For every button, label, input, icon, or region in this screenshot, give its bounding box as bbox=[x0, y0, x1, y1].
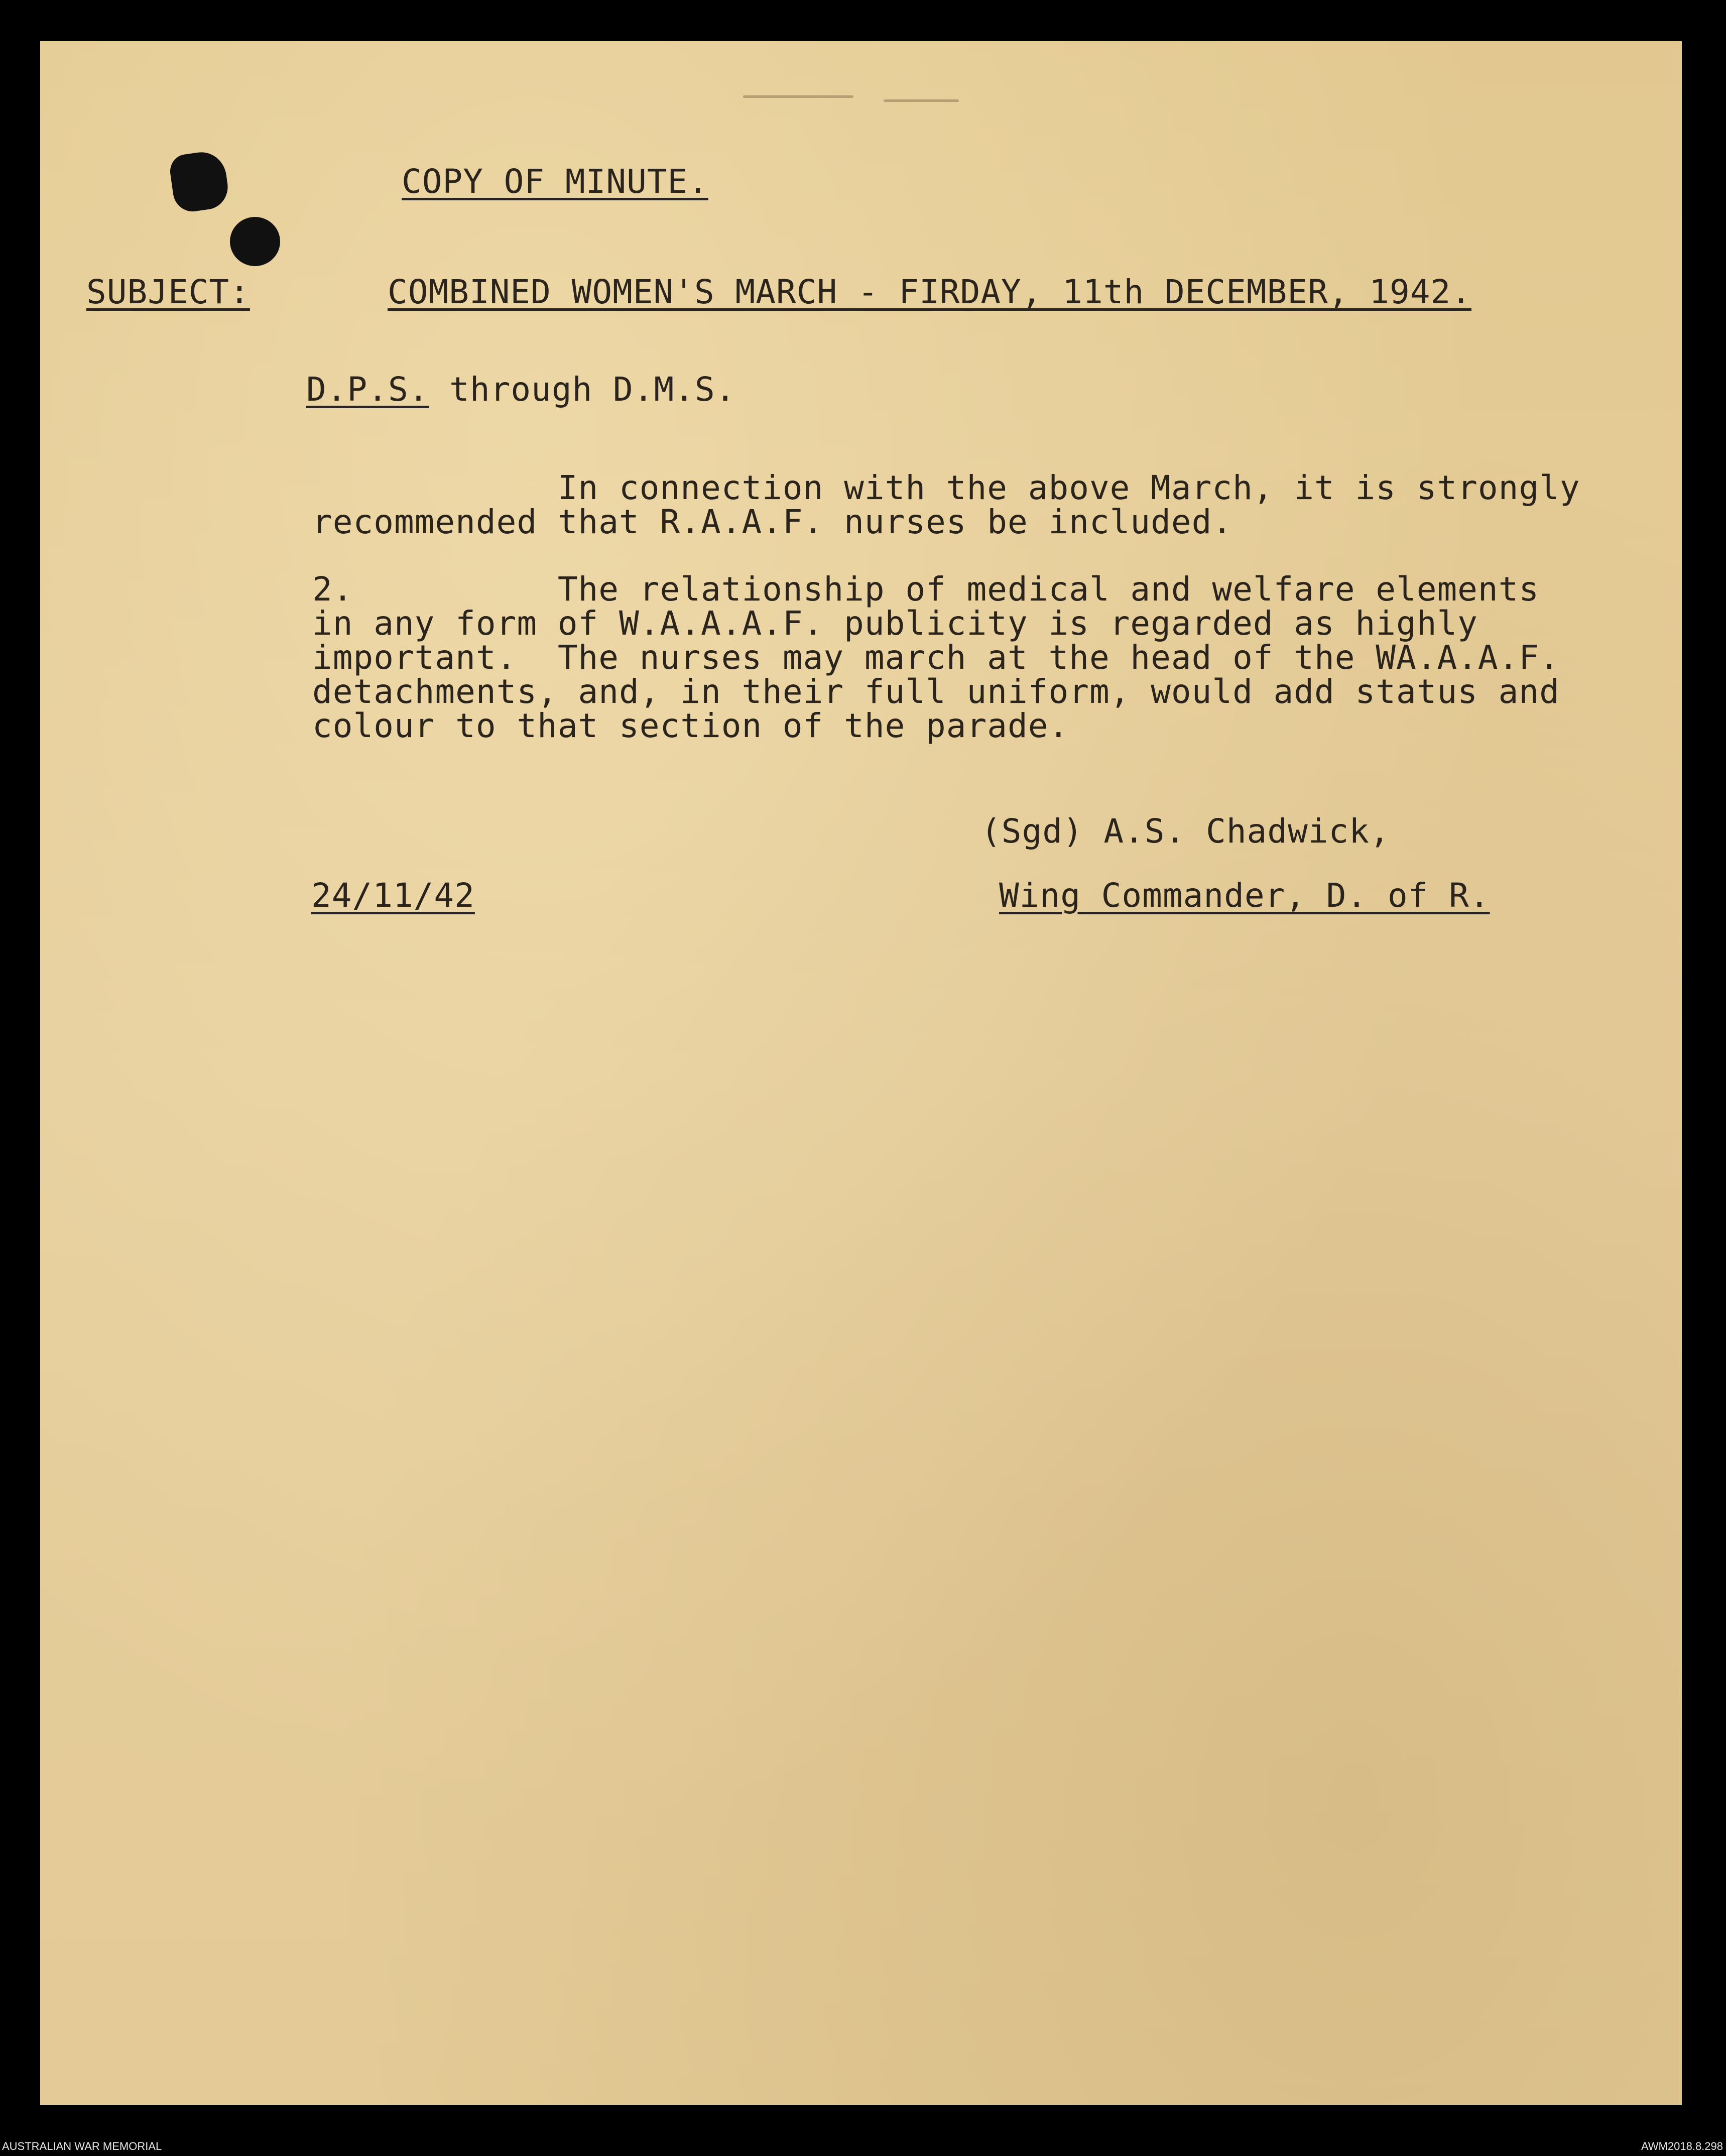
paper-sheet bbox=[40, 41, 1682, 2105]
paragraph-2-line: colour to that section of the parade. bbox=[312, 706, 1069, 745]
addressee-line bbox=[306, 370, 736, 409]
punch-hole bbox=[230, 217, 280, 266]
footer-accession-number: AWM2018.8.298 bbox=[1641, 2140, 1723, 2152]
paper-crease bbox=[743, 95, 853, 98]
signatory-title: Wing Commander, D. of R. bbox=[999, 876, 1490, 915]
document-date: 24/11/42 bbox=[311, 876, 475, 915]
addressee-primary: D.P.S. bbox=[306, 370, 429, 409]
punch-hole bbox=[168, 149, 231, 214]
paragraph-2-line: detachments, and, in their full uniform, would add status and bbox=[312, 672, 1560, 711]
subject-label: SUBJECT: bbox=[86, 273, 250, 311]
document-heading: COPY OF MINUTE. bbox=[402, 162, 709, 201]
subject-text: COMBINED WOMEN'S MARCH - FIRDAY, 11th DECEMBER, 1942. bbox=[388, 273, 1471, 311]
paragraph-2-line: 2. The relationship of medical and welfare elements bbox=[312, 570, 1540, 609]
signature-line: (Sgd) A.S. Chadwick, bbox=[981, 812, 1390, 851]
paragraph-1-line: recommended that R.A.A.F. nurses be included. bbox=[312, 503, 1233, 541]
addressee-secondary: through D.M.S. bbox=[429, 370, 736, 409]
paper-crease bbox=[884, 99, 959, 102]
paragraph-2-line: in any form of W.A.A.A.F. publicity is regarded as highly bbox=[312, 604, 1478, 643]
footer-institution: AUSTRALIAN WAR MEMORIAL bbox=[2, 2140, 162, 2152]
paragraph-1-line: In connection with the above March, it is strongly bbox=[312, 468, 1580, 507]
paragraph-2-line: important. The nurses may march at the head of the WA.A.A.F. bbox=[312, 638, 1560, 677]
